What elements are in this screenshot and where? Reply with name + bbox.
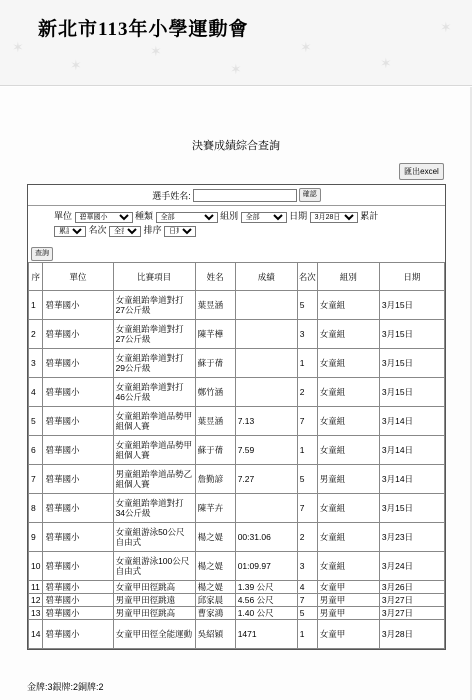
decor-mark: ✶ [230, 62, 242, 78]
cell-date: 3月26日 [379, 581, 444, 594]
cell-name: 葉昱涵 [195, 291, 235, 320]
athlete-name-input[interactable] [193, 189, 297, 202]
col-header-rank: 名次 [297, 263, 317, 291]
cell-score: 1471 [235, 620, 297, 649]
table-row [29, 494, 445, 523]
decor-mark: ✶ [70, 58, 82, 74]
athlete-search-row [28, 185, 445, 206]
cell-event: 男童甲田徑跳高 [113, 607, 195, 620]
cell-unit: 碧華國小 [43, 607, 113, 620]
cell-no: 11 [29, 581, 43, 594]
cell-group: 女童組 [317, 436, 379, 465]
cell-event: 女童組跆拳道對打29公斤級 [113, 349, 195, 378]
cell-rank: 4 [297, 581, 317, 594]
group-filter-label: 組別 [220, 211, 239, 221]
cell-unit: 碧華國小 [43, 436, 113, 465]
cell-date: 3月15日 [379, 378, 444, 407]
cell-date: 3月15日 [379, 494, 444, 523]
cell-score [235, 494, 297, 523]
table-row [29, 594, 445, 607]
cell-event: 女童組跆拳道對打27公斤級 [113, 320, 195, 349]
cell-score: 4.56 公尺 [235, 594, 297, 607]
athlete-name-label: 選手姓名: [152, 190, 191, 201]
cell-no: 10 [29, 552, 43, 581]
cell-name: 蘇于蒨 [195, 349, 235, 378]
col-header-name: 姓名 [195, 263, 235, 291]
table-row [29, 407, 445, 436]
event-type-select[interactable] [156, 212, 218, 223]
col-header-no: 序 [29, 263, 43, 291]
decor-mark: ✶ [12, 40, 24, 56]
cell-unit: 碧華國小 [43, 465, 113, 494]
export-excel-button[interactable]: 匯出excel [399, 163, 444, 180]
rank-filter-label: 名次 [88, 225, 107, 235]
cell-no: 9 [29, 523, 43, 552]
results-table [28, 262, 445, 649]
cell-event: 女童組跆拳道對打34公斤級 [113, 494, 195, 523]
confirm-button[interactable]: 確認 [299, 188, 321, 202]
cell-group: 女童組 [317, 349, 379, 378]
cell-unit: 碧華國小 [43, 523, 113, 552]
results-panel [27, 184, 446, 650]
cell-unit: 碧華國小 [43, 581, 113, 594]
cell-group: 女童組 [317, 407, 379, 436]
cell-rank: 5 [297, 465, 317, 494]
cumulative-select[interactable] [54, 226, 86, 237]
medal-summary: 金牌:3銀牌:2銅牌:2 [27, 682, 104, 692]
cell-name: 邱家晨 [195, 594, 235, 607]
group-select[interactable] [241, 212, 287, 223]
cell-name: 陳芊樺 [195, 320, 235, 349]
cell-group: 女童組 [317, 291, 379, 320]
cell-rank: 3 [297, 552, 317, 581]
query-button[interactable]: 查詢 [31, 247, 53, 261]
cell-unit: 碧華國小 [43, 594, 113, 607]
table-row [29, 607, 445, 620]
cell-event: 女童組跆拳道品勢甲組個人賽 [113, 436, 195, 465]
cell-no: 7 [29, 465, 43, 494]
cell-date: 3月24日 [379, 552, 444, 581]
cell-group: 女童甲 [317, 581, 379, 594]
cell-name: 吳紹穎 [195, 620, 235, 649]
cell-unit: 碧華國小 [43, 407, 113, 436]
cell-unit: 碧華國小 [43, 320, 113, 349]
cell-unit: 碧華國小 [43, 620, 113, 649]
cell-event: 女童組跆拳道對打46公斤級 [113, 378, 195, 407]
cell-group: 女童組 [317, 494, 379, 523]
cell-name: 蘇于蒨 [195, 436, 235, 465]
table-row [29, 320, 445, 349]
cell-unit: 碧華國小 [43, 349, 113, 378]
cell-name: 曹家鴻 [195, 607, 235, 620]
cell-date: 3月27日 [379, 594, 444, 607]
cell-rank: 1 [297, 436, 317, 465]
cell-date: 3月15日 [379, 291, 444, 320]
cell-group: 女童組 [317, 378, 379, 407]
col-header-event: 比賽項目 [113, 263, 195, 291]
filter-area [28, 206, 445, 237]
table-row [29, 378, 445, 407]
cell-score: 01:09.97 [235, 552, 297, 581]
cell-score: 7.27 [235, 465, 297, 494]
cell-event: 女童組跆拳道品勢甲組個人賽 [113, 407, 195, 436]
cell-score: 1.39 公尺 [235, 581, 297, 594]
cell-date: 3月14日 [379, 436, 444, 465]
site-banner [0, 0, 472, 86]
cell-group: 女童組 [317, 552, 379, 581]
unit-filter-label: 單位 [54, 211, 73, 221]
cell-date: 3月14日 [379, 465, 444, 494]
cell-name: 詹勤諺 [195, 465, 235, 494]
decor-mark: ✶ [380, 56, 392, 72]
cell-score [235, 378, 297, 407]
cell-rank: 3 [297, 320, 317, 349]
decor-mark: ✶ [150, 44, 162, 60]
cell-event: 男童甲田徑跳遠 [113, 594, 195, 607]
cell-date: 3月23日 [379, 523, 444, 552]
unit-select[interactable] [75, 212, 133, 223]
decor-mark: ✶ [440, 20, 452, 36]
cell-event: 女童組跆拳道對打27公斤級 [113, 291, 195, 320]
col-header-unit: 單位 [43, 263, 113, 291]
table-row [29, 620, 445, 649]
table-row [29, 552, 445, 581]
table-row [29, 523, 445, 552]
cell-score: 1.40 公尺 [235, 607, 297, 620]
cell-rank: 5 [297, 291, 317, 320]
cell-name: 鄭竹涵 [195, 378, 235, 407]
col-header-date: 日期 [379, 263, 444, 291]
rank-select[interactable] [109, 226, 141, 237]
cell-no: 14 [29, 620, 43, 649]
cell-rank: 7 [297, 594, 317, 607]
cell-event: 女童組游泳50公尺自由式 [113, 523, 195, 552]
cell-name: 陳芊卉 [195, 494, 235, 523]
cell-rank: 5 [297, 607, 317, 620]
page-title: 決賽成績綜合查詢 [192, 140, 280, 152]
cell-event: 男童組跆拳道品勢乙組個人賽 [113, 465, 195, 494]
site-title: 新北市113年小學運動會 [38, 19, 249, 40]
cell-date: 3月15日 [379, 320, 444, 349]
cell-date: 3月15日 [379, 349, 444, 378]
cell-rank: 7 [297, 494, 317, 523]
cell-name: 楊之媞 [195, 581, 235, 594]
cell-group: 男童組 [317, 465, 379, 494]
cell-rank: 1 [297, 620, 317, 649]
cell-date: 3月27日 [379, 607, 444, 620]
table-row [29, 465, 445, 494]
cell-no: 8 [29, 494, 43, 523]
cell-score [235, 320, 297, 349]
cell-score: 7.13 [235, 407, 297, 436]
table-row [29, 581, 445, 594]
col-header-group: 組別 [317, 263, 379, 291]
cell-rank: 7 [297, 407, 317, 436]
cell-no: 2 [29, 320, 43, 349]
event-type-label: 種類 [135, 211, 154, 221]
cell-no: 12 [29, 594, 43, 607]
cell-unit: 碧華國小 [43, 552, 113, 581]
cell-unit: 碧華國小 [43, 378, 113, 407]
table-row [29, 349, 445, 378]
cell-group: 男童甲 [317, 594, 379, 607]
date-select[interactable] [310, 212, 358, 223]
cell-name: 楊之媞 [195, 523, 235, 552]
cell-unit: 碧華國小 [43, 291, 113, 320]
col-header-score: 成績 [235, 263, 297, 291]
cell-group: 女童組 [317, 523, 379, 552]
cell-no: 13 [29, 607, 43, 620]
cell-score: 7.59 [235, 436, 297, 465]
table-header-row [29, 263, 445, 291]
cell-event: 女童甲田徑全能運動 [113, 620, 195, 649]
cell-group: 女童甲 [317, 620, 379, 649]
sort-filter-label: 排序 [143, 225, 162, 235]
cell-unit: 碧華國小 [43, 494, 113, 523]
cell-event: 女童甲田徑跳高 [113, 581, 195, 594]
cell-event: 女童組游泳100公尺自由式 [113, 552, 195, 581]
cell-no: 4 [29, 378, 43, 407]
date-filter-label: 日期 [289, 211, 308, 221]
cell-rank: 2 [297, 523, 317, 552]
cell-name: 楊之媞 [195, 552, 235, 581]
cell-no: 1 [29, 291, 43, 320]
cell-score: 00:31.06 [235, 523, 297, 552]
decor-mark: ✶ [300, 40, 312, 56]
cell-no: 6 [29, 436, 43, 465]
cell-name: 葉昱涵 [195, 407, 235, 436]
cell-no: 3 [29, 349, 43, 378]
cell-group: 男童甲 [317, 607, 379, 620]
sort-select[interactable] [164, 226, 196, 237]
cell-score [235, 349, 297, 378]
cumulative-label: 累計 [360, 211, 379, 221]
cell-date: 3月14日 [379, 407, 444, 436]
query-row [28, 237, 445, 262]
table-row [29, 291, 445, 320]
cell-score [235, 291, 297, 320]
cell-date: 3月28日 [379, 620, 444, 649]
cell-no: 5 [29, 407, 43, 436]
cell-rank: 2 [297, 378, 317, 407]
cell-group: 女童組 [317, 320, 379, 349]
table-row [29, 436, 445, 465]
cell-rank: 1 [297, 349, 317, 378]
